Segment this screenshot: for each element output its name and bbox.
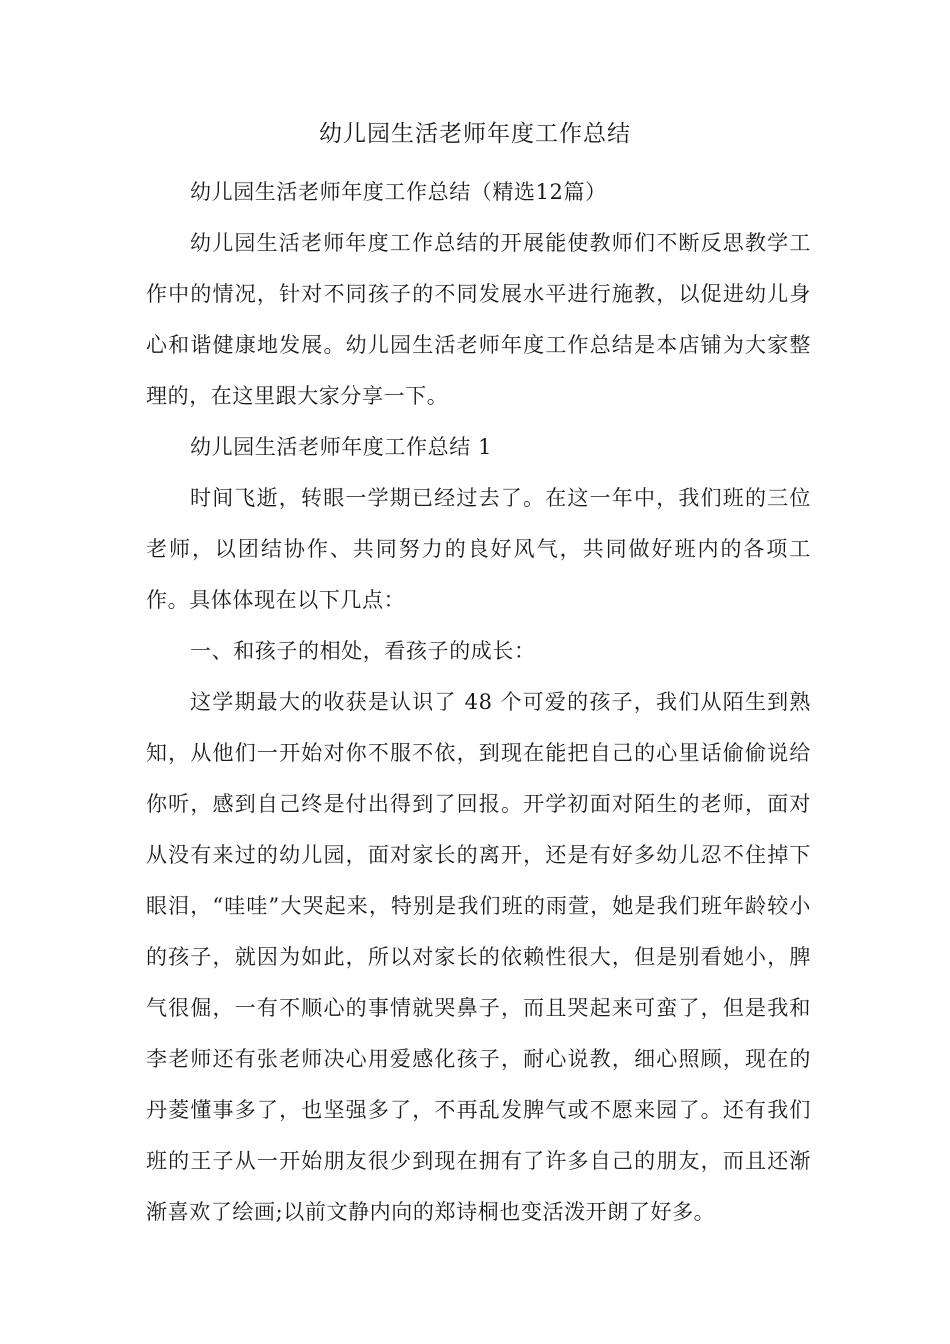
document-title: 幼儿园生活老师年度工作总结 — [319, 121, 631, 147]
body-paragraph: 时间飞逝，转眼一学期已经过去了。在这一年中，我们班的三位老师，以团结协作、共同努力的良好风气，共同做好班内的各项工作。具体体现在以下几点： — [146, 486, 811, 612]
intro-paragraph: 幼儿园生活老师年度工作总结的开展能使教师们不断反思教学工作中的情况，针对不同孩子的不同发展水平进行施教，以促进幼儿身心和谐健康地发展。幼儿园生活老师年度工作总结是本店铺为大家整理的，在这里跟大家分享一下。 — [146, 231, 811, 408]
document-body — [146, 167, 811, 1238]
body-paragraph: 这学期最大的收获是认识了 48 个可爱的孩子，我们从陌生到熟知，从他们一开始对你不服不依，到现在能把自己的心里话偷偷说给你听，感到自己终是付出得到了回报。开学初面对陌生的老师，面对从没有来过的幼儿园，面对家长的离开，还是有好多幼儿忍不住掉下眼泪，“哇哇”大哭起来，特别是我们班的雨萱，她是我们班年龄较小的孩子，就因为如此，所以对家长的依赖性很大，但是别看她小，脾气很倔，一有不顺心的事情就哭鼻子，而且哭起来可蛮了，但是我和李老师还有张老师决心用爱感化孩子，耐心说教，细心照顾，现在的丹菱懂事多了，也坚强多了，不再乱发脾气或不愿来园了。还有我们班的王子从一开始朋友很少到现在拥有了许多自己的朋友，而且还渐渐喜欢了绘画;以前文静内向的郑诗桐也变活泼开朗了好多。 — [146, 690, 811, 1224]
subsection-heading: 一、和孩子的相处，看孩子的成长： — [190, 639, 536, 663]
section-heading: 幼儿园生活老师年度工作总结 1 — [190, 435, 493, 459]
subtitle-paragraph: 幼儿园生活老师年度工作总结（精选12篇） — [190, 180, 607, 204]
